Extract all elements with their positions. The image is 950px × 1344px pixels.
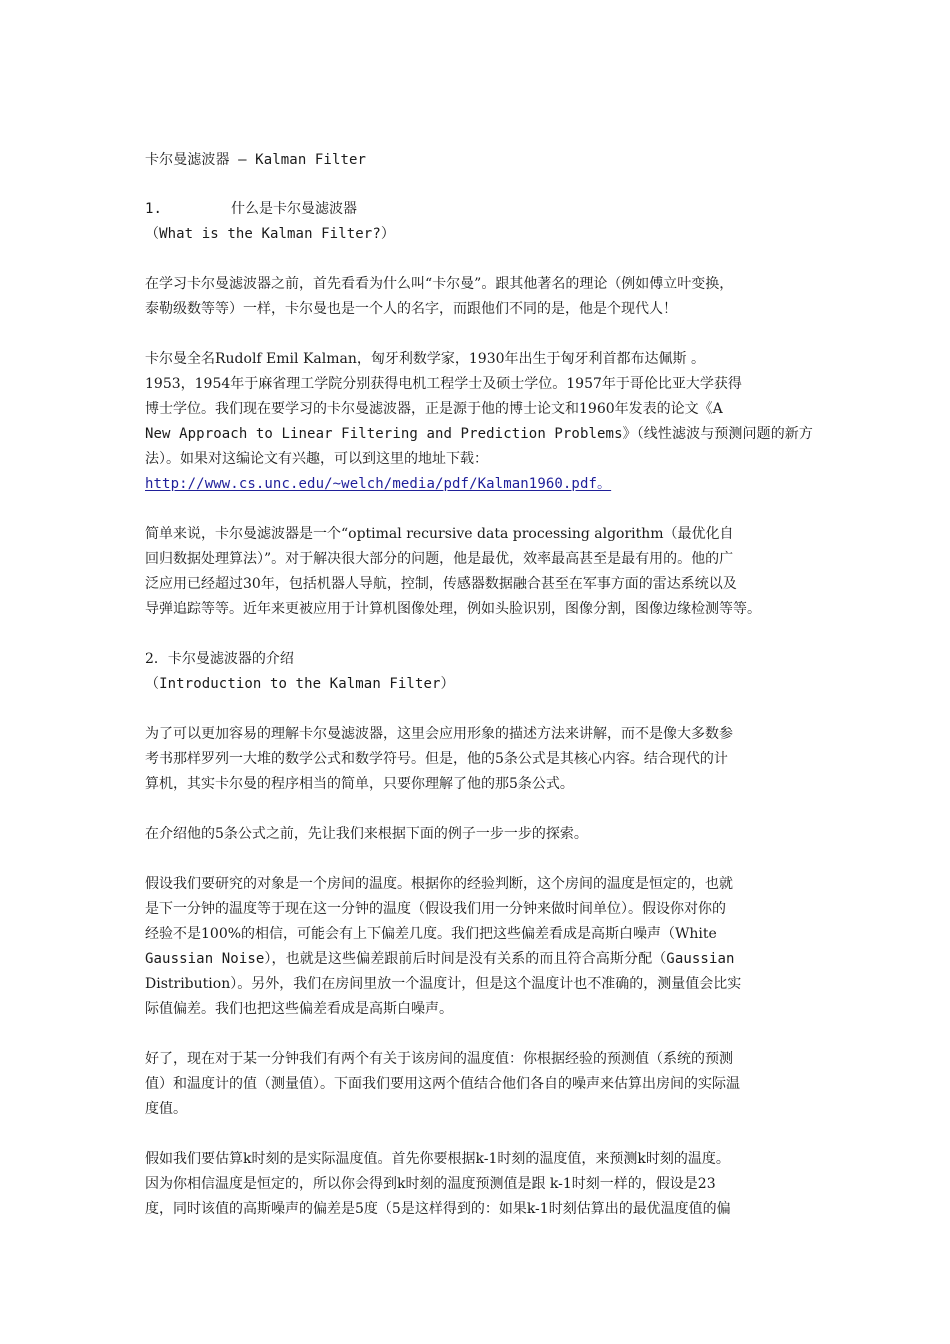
paragraph-7	[145, 1047, 817, 1122]
paragraph-line: 度，同时该值的高斯噪声的偏差是5度（5是这样得到的：如果k-1时刻估算出的最优温度值的偏	[145, 1201, 731, 1217]
paragraph-line: 法）。如果对这编论文有兴趣，可以到这里的地址下载：	[145, 451, 488, 467]
paragraph-1	[145, 272, 817, 322]
paragraph-line: 值）和温度计的值（测量值）。下面我们要用这两个值结合他们各自的噪声来估算出房间的实际温	[145, 1076, 740, 1092]
section-2-heading-block	[145, 647, 817, 697]
paragraph-3	[145, 522, 817, 622]
paragraph-line: Gaussian Noise），也就是这些偏差跟前后时间是没有关系的而且符合高斯分配（Gaussian	[145, 951, 735, 967]
paragraph-8	[145, 1147, 817, 1222]
paragraph-line: New Approach to Linear Filtering and Prediction Problems》（线性滤波与预测问题的新方	[145, 426, 814, 442]
paragraph-line: 导弹追踪等等。近年来更被应用于计算机图像处理，例如头脸识别，图像分割，图像边缘检测等等。	[145, 601, 761, 617]
paragraph-line: 卡尔曼全名Rudolf Emil Kalman，匈牙利数学家，1930年出生于匈牙利首都布达佩斯 。	[145, 351, 705, 367]
paragraph-line: Distribution）。另外，我们在房间里放一个温度计，但是这个温度计也不准确的，测量值会比实	[145, 976, 742, 992]
paragraph-4	[145, 722, 817, 797]
section-2-heading: 2．卡尔曼滤波器的介绍	[145, 651, 294, 667]
paragraph-line: 算机，其实卡尔曼的程序相当的简单，只要你理解了他的那5条公式。	[145, 776, 574, 792]
paragraph-line: 考书那样罗列一大堆的数学公式和数学符号。但是，他的5条公式是其核心内容。结合现代的计	[145, 751, 728, 767]
paragraph-line: 度值。	[145, 1101, 187, 1117]
document-title-block	[145, 148, 817, 173]
paragraph-line: 简单来说，卡尔曼滤波器是一个“optimal recursive data processing algorithm（最优化自	[145, 526, 734, 542]
paragraph-line: 为了可以更加容易的理解卡尔曼滤波器，这里会应用形象的描述方法来讲解，而不是像大多数参	[145, 726, 733, 742]
paragraph-line: 博士学位。我们现在要学习的卡尔曼滤波器，正是源于他的博士论文和1960年发表的论文《A	[145, 401, 723, 417]
paragraph-line: 际值偏差。我们也把这些偏差看成是高斯白噪声。	[145, 1001, 453, 1017]
section-1-title: 什么是卡尔曼滤波器	[231, 201, 357, 217]
paragraph-line: 泛应用已经超过30年，包括机器人导航，控制，传感器数据融合甚至在军事方面的雷达系统以及	[145, 576, 737, 592]
section-1-heading	[145, 197, 817, 222]
paragraph-line: 假设我们要研究的对象是一个房间的温度。根据你的经验判断，这个房间的温度是恒定的，也就	[145, 876, 733, 892]
paragraph-line: 1953，1954年于麻省理工学院分别获得电机工程学士及硕士学位。1957年于哥伦比亚大学获得	[145, 376, 742, 392]
paragraph-line: 是下一分钟的温度等于现在这一分钟的温度（假设我们用一分钟来做时间单位）。假设你对你的	[145, 901, 726, 917]
paragraph-line: 在介绍他的5条公式之前，先让我们来根据下面的例子一步一步的探索。	[145, 826, 588, 842]
paragraph-line: 经验不是100%的相信，可能会有上下偏差几度。我们把这些偏差看成是高斯白噪声（White	[145, 926, 717, 942]
paragraph-6	[145, 872, 817, 1022]
document-body	[145, 148, 817, 1247]
section-1-heading-block	[145, 197, 817, 247]
paragraph-line: 假如我们要估算k时刻的是实际温度值。首先你要根据k-1时刻的温度值，来预测k时刻的温度。	[145, 1151, 730, 1167]
paragraph-line: 在学习卡尔曼滤波器之前，首先看看为什么叫“卡尔曼”。跟其他著名的理论（例如傅立叶变换，	[145, 276, 734, 292]
section-1-subheading: （What is the Kalman Filter?）	[145, 226, 395, 242]
section-1-number: 1.	[145, 201, 163, 217]
paragraph-line: 好了，现在对于某一分钟我们有两个有关于该房间的温度值：你根据经验的预测值（系统的预测	[145, 1051, 733, 1067]
document-title: 卡尔曼滤波器 – Kalman Filter	[145, 152, 367, 168]
paragraph-line: 泰勒级数等等）一样，卡尔曼也是一个人的名字，而跟他们不同的是，他是个现代人！	[145, 301, 677, 317]
paragraph-5	[145, 822, 817, 847]
paragraph-2	[145, 347, 817, 497]
paragraph-line: 因为你相信温度是恒定的，所以你会得到k时刻的温度预测值是跟 k-1时刻一样的，假设是23	[145, 1176, 716, 1192]
paper-download-link[interactable]: http://www.cs.unc.edu/~welch/media/pdf/Kalman1960.pdf。	[145, 476, 612, 492]
section-2-subheading: （Introduction to the Kalman Filter）	[145, 676, 455, 692]
paragraph-line: 回归数据处理算法）”。对于解决很大部分的问题，他是最优，效率最高甚至是最有用的。他的广	[145, 551, 734, 567]
